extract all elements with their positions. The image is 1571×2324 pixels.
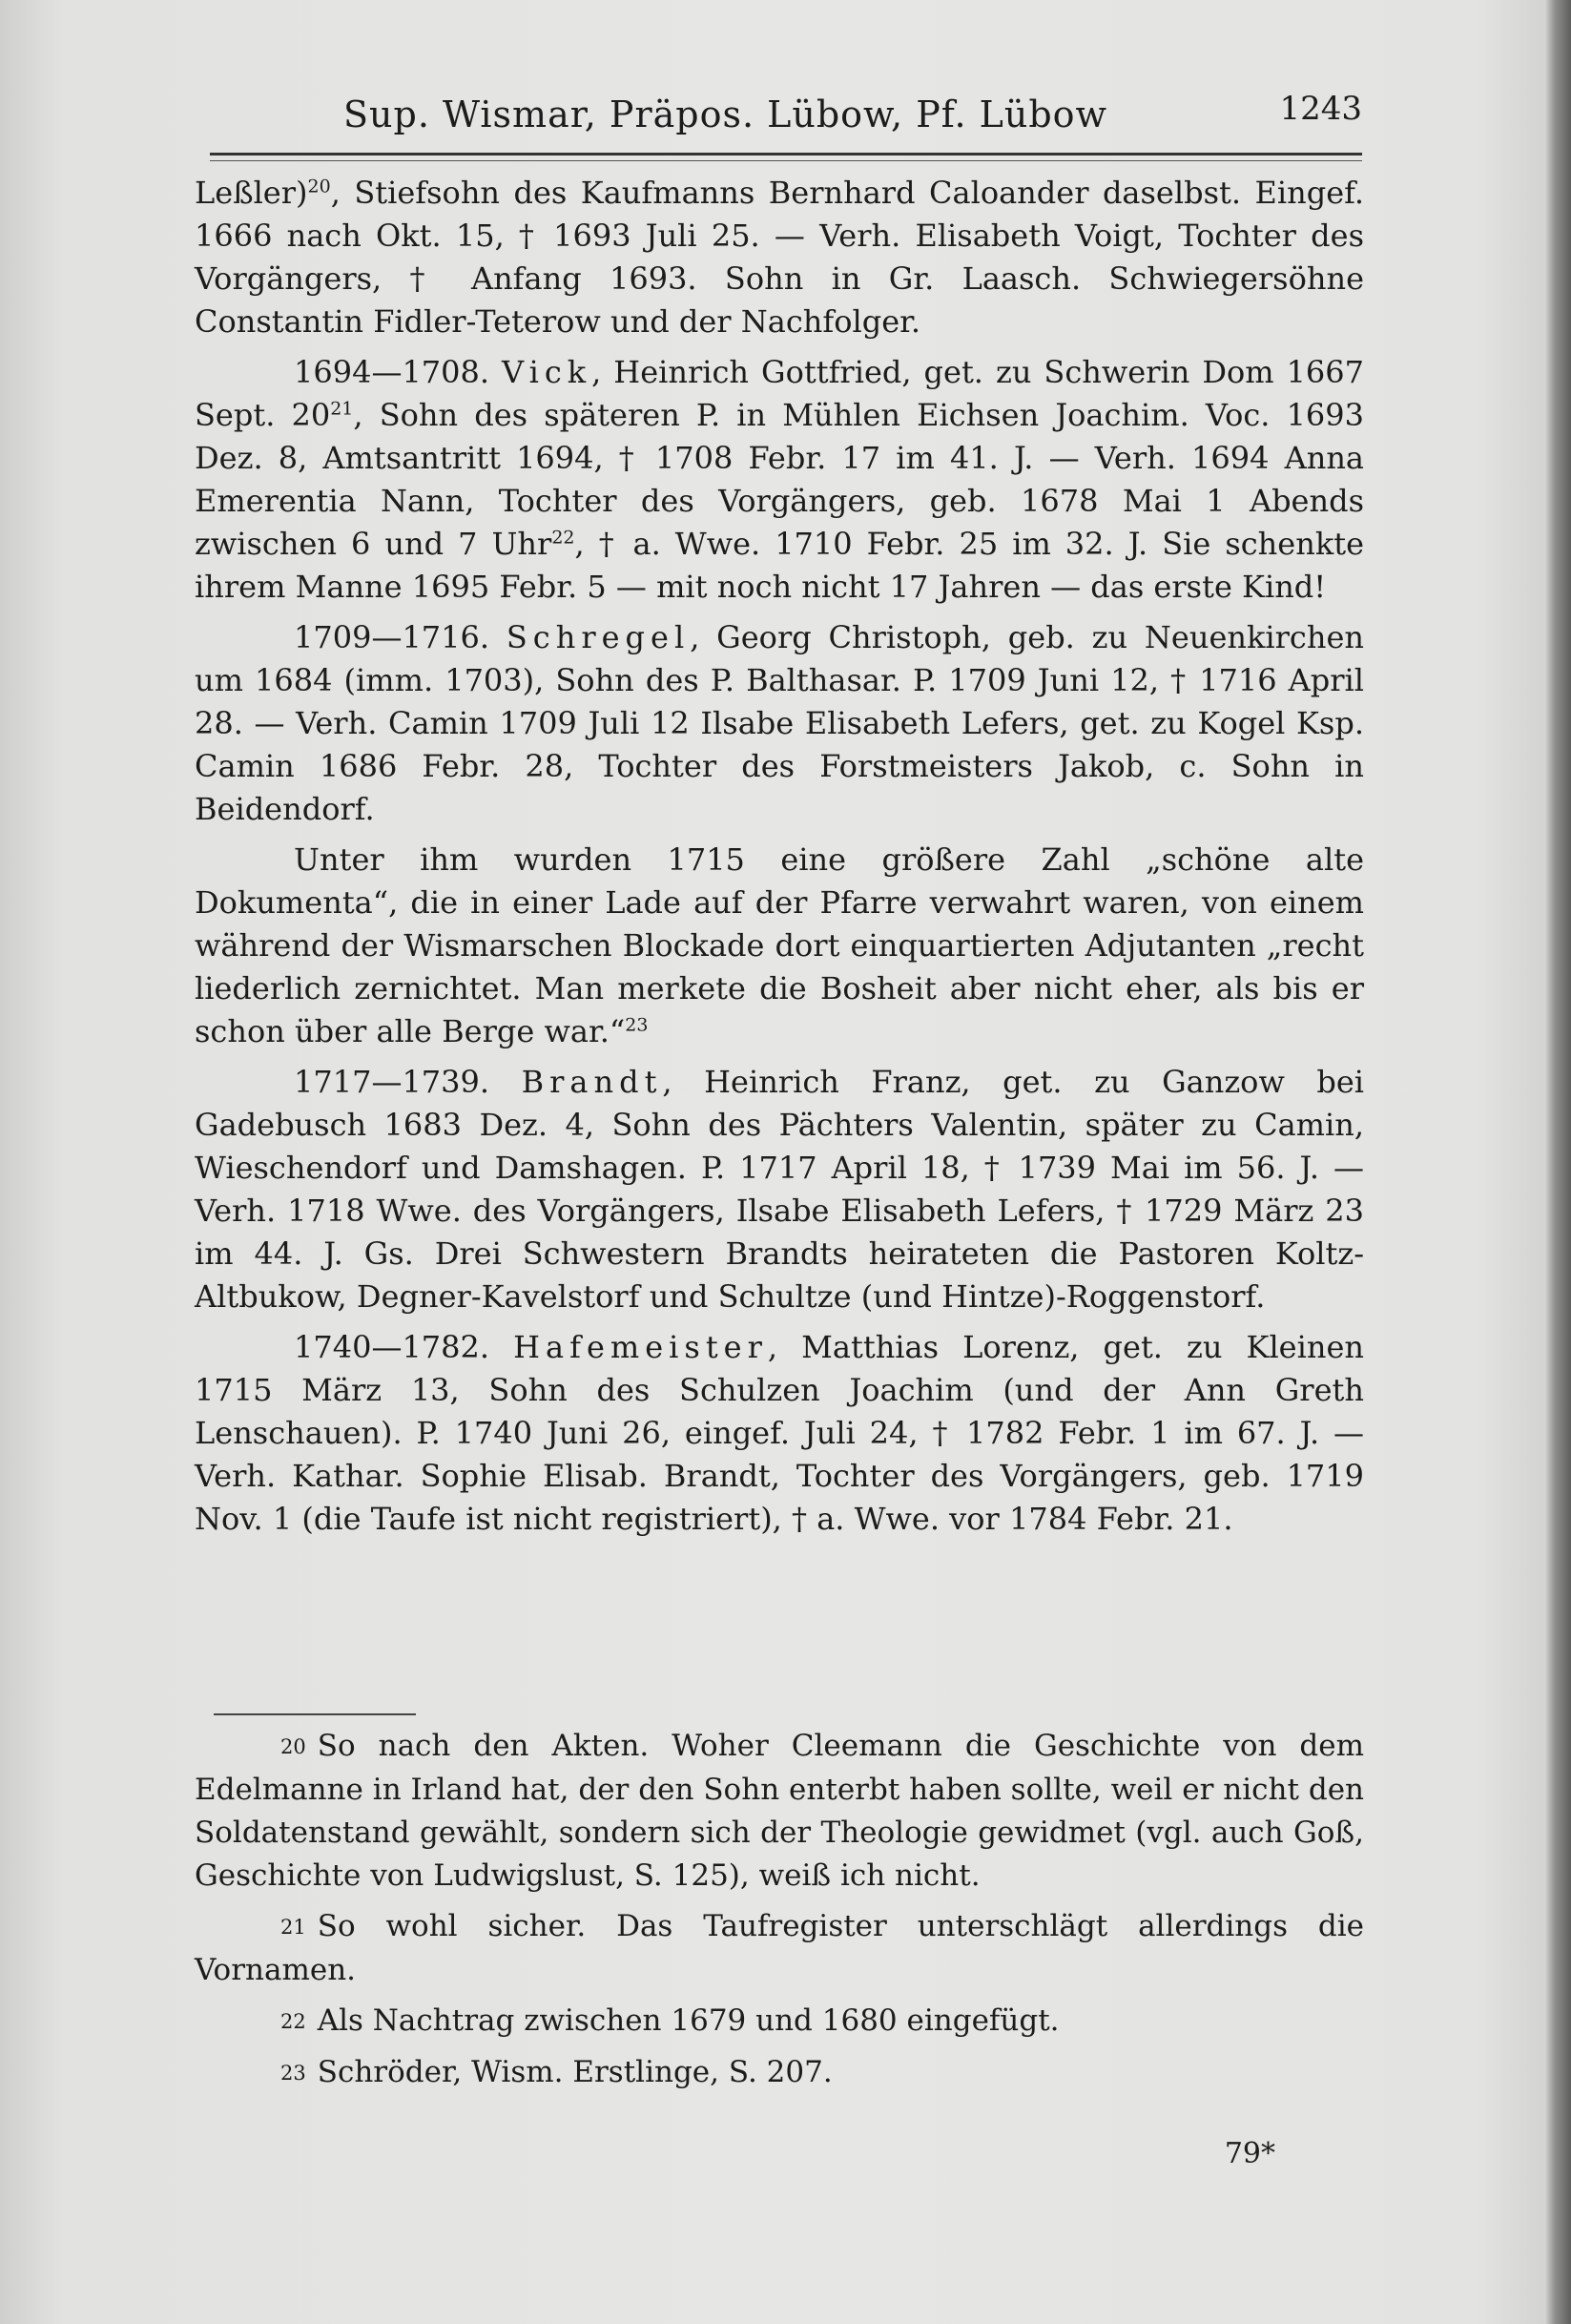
footnote-20 xyxy=(195,1725,1364,1898)
footnote-number: 23 xyxy=(280,2062,306,2085)
entry-text: , Heinrich Franz, get. zu Ganzow bei Gadebusch 1683 Dez. 4, Sohn des Pächters Valentin, später zu Camin, Wieschendorf und Damshagen. P. 1717 April 18, † 1739 Mai im 56. J. — Verh. 1718 Wwe. des Vorgängers, Ilsabe Elisabeth Lefers, † 1729 März 23 im 44. J. Gs. Drei Schwestern Brandts heirateten die Pastoren Koltz-Altbukow, Degner-Kavelstorf und Schultze (und Hintze)-Roggenstorf. xyxy=(195,1064,1365,1315)
entry-hafemeister xyxy=(195,1326,1364,1541)
footnote-22 xyxy=(195,2000,1364,2044)
paragraph-1 xyxy=(195,172,1364,343)
footnote-ref: 22 xyxy=(551,527,575,549)
entry-years: 1694—1708. xyxy=(294,354,490,390)
paragraph-text: Unter ihm wurden 1715 eine größere Zahl „schöne alte Dokumenta“, die in einer Lade auf der Pfarre verwahrt waren, von einem während der Wismarschen Blockade dort einquartierten Adjutanten „recht liederlich zernichtet. Man merkete die Bosheit aber nicht eher, als bis er schon über alle Berge war.“ xyxy=(195,841,1364,1049)
footnote-text: Als Nachtrag zwischen 1679 und 1680 eingefügt. xyxy=(317,2003,1060,2038)
signature-mark: 79* xyxy=(1224,2137,1275,2170)
footnote-number: 20 xyxy=(280,1735,306,1758)
entry-name: Brandt xyxy=(521,1064,663,1100)
book-spine-shadow xyxy=(1544,0,1571,2324)
footnote-ref: 20 xyxy=(307,176,331,197)
paragraph-text: Leßler) xyxy=(195,175,308,211)
header-rule-thin xyxy=(210,160,1362,161)
entry-brandt xyxy=(195,1061,1364,1318)
footnote-rule xyxy=(214,1713,416,1715)
entry-name: Schregel xyxy=(506,619,691,655)
main-text xyxy=(195,172,1364,1548)
entry-name: Vick xyxy=(502,354,592,390)
entry-text: , Heinrich Gottfried, get. zu Schwerin Dom 1667 Sept. 20 xyxy=(195,354,1364,433)
page-number: 1243 xyxy=(1279,90,1362,128)
footnote-21 xyxy=(195,1905,1364,1992)
paragraph-documents xyxy=(195,839,1364,1053)
footnote-ref: 23 xyxy=(625,1014,649,1036)
entry-schregel xyxy=(195,616,1364,831)
entry-text: , Georg Christoph, geb. zu Neuenkirchen um 1684 (imm. 1703), Sohn des P. Balthasar. P. 1709 Juni 12, † 1716 April 28. — Verh. Camin 1709 Juli 12 Ilsabe Elisabeth Lefers, get. zu Kogel Ksp. Camin 1686 Febr. 28, Tochter des Forstmeisters Jakob, c. Sohn in Beidendorf. xyxy=(195,619,1365,827)
entry-years: 1709—1716. xyxy=(294,619,490,655)
footnote-ref: 21 xyxy=(330,398,354,420)
footnote-number: 21 xyxy=(280,1916,306,1939)
page-header xyxy=(191,84,1362,151)
footnote-text: So wohl sicher. Das Taufregister unterschlägt allerdings die Vornamen. xyxy=(195,1909,1364,1987)
entry-text: , † a. Wwe. 1710 Febr. 25 im 32. J. Sie schenkte ihrem Manne 1695 Febr. 5 — mit noch nicht 17 Jahren — das erste Kind! xyxy=(195,526,1365,605)
entry-name: Hafemeister xyxy=(513,1329,768,1365)
footnote-23 xyxy=(195,2051,1364,2095)
entry-text: , Matthias Lorenz, get. zu Kleinen 1715 März 13, Sohn des Schulzen Joachim (und der Ann Greth Lenschauen). P. 1740 Juni 26, eingef. Juli 24, † 1782 Febr. 1 im 67. J. — Verh. Kathar. Sophie Elisab. Brandt, Tochter des Vorgängers, geb. 1719 Nov. 1 (die Taufe ist nicht registriert), † a. Wwe. vor 1784 Febr. 21. xyxy=(195,1329,1365,1537)
entry-years: 1717—1739. xyxy=(294,1064,490,1100)
entry-years: 1740—1782. xyxy=(294,1329,490,1365)
entry-text: , Sohn des späteren P. in Mühlen Eichsen Joachim. Voc. 1693 Dez. 8, Amtsantritt 1694, † 1708 Febr. 17 im 41. J. — Verh. 1694 Anna Emerentia Nann, Tochter des Vorgängers, geb. 1678 Mai 1 Abends zwischen 6 und 7 Uhr xyxy=(195,397,1365,562)
running-title: Sup. Wismar, Präpos. Lübow, Pf. Lübow xyxy=(343,93,1108,135)
footnotes xyxy=(195,1725,1364,2103)
footnote-number: 22 xyxy=(280,2010,306,2033)
entry-vick xyxy=(195,351,1364,609)
footnote-text: So nach den Akten. Woher Cleemann die Geschichte von dem Edelmanne in Irland hat, der den Sohn enterbt haben sollte, weil er nicht den Soldatenstand gewählt, sondern sich der Theologie gewidmet (vgl. auch Goß, Geschichte von Ludwigslust, S. 125), weiß ich nicht. xyxy=(195,1729,1364,1893)
header-rule xyxy=(210,153,1362,156)
paragraph-text: , Stiefsohn des Kaufmanns Bernhard Caloander daselbst. Eingef. 1666 nach Okt. 15, † 1693 Juli 25. — Verh. Elisabeth Voigt, Tochter des Vorgängers, † Anfang 1693. Sohn in Gr. Laasch. Schwiegersöhne Constantin Fidler-Teterow und der Nachfolger. xyxy=(195,175,1364,340)
footnote-text: Schröder, Wism. Erstlinge, S. 207. xyxy=(317,2055,833,2089)
